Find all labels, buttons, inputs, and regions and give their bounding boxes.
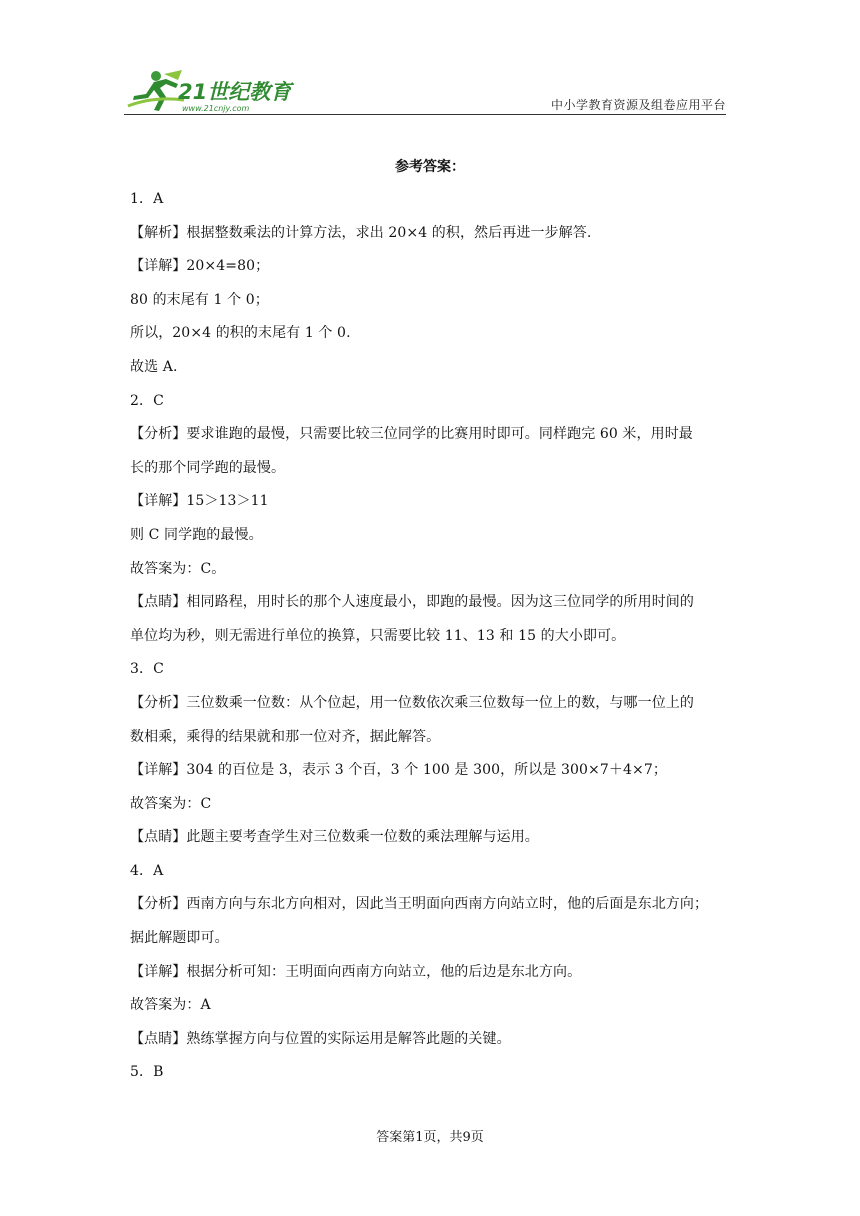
answer-line: 【点睛】此题主要考查学生对三位数乘一位数的乘法理解与运用。: [130, 829, 539, 846]
answer-line: 故答案为：A: [130, 997, 211, 1014]
answer-line: 【详解】20×4=80；: [130, 258, 270, 275]
answer-line: 【点睛】相同路程，用时长的那个人速度最小，即跑的最慢。因为这三位同学的所用时间的: [130, 594, 694, 611]
answer-line: 3．C: [130, 661, 164, 678]
svg-text:www.21cnjy.com: www.21cnjy.com: [182, 104, 250, 113]
answer-line: 数相乘，乘得的结果就和那一位对齐，据此解答。: [130, 728, 441, 745]
answer-line: 则 C 同学跑的最慢。: [130, 526, 263, 543]
answer-line: 2．C: [130, 392, 164, 409]
answer-line: 故选 A.: [130, 358, 178, 375]
page-footer: 答案第1页，共9页: [376, 1130, 484, 1145]
page-title: 参考答案：: [395, 159, 465, 175]
runner-icon: [128, 70, 184, 111]
svg-text:21世纪教育: 21世纪教育: [178, 80, 292, 104]
answer-line: 【解析】根据整数乘法的计算方法，求出 20×4 的积，然后再进一步解答.: [130, 224, 592, 241]
answer-content: [130, 183, 730, 1090]
answer-line: 【详解】304 的百位是 3，表示 3 个百，3 个 100 是 300，所以是 300×7＋4×7；: [130, 762, 667, 779]
answer-line: 5．B: [130, 1064, 164, 1081]
answer-line: 故答案为：C: [130, 795, 212, 812]
answer-line: 80 的末尾有 1 个 0；: [130, 291, 269, 308]
page-header: [124, 66, 726, 116]
platform-name: 中小学教育资源及组卷应用平台: [550, 98, 726, 112]
answer-line: 【详解】根据分析可知：王明面向西南方向站立，他的后边是东北方向。: [130, 963, 582, 980]
answer-line: 单位均为秒，则无需进行单位的换算，只需要比较 11、13 和 15 的大小即可。: [130, 627, 626, 644]
answer-line: 据此解题即可。: [130, 930, 229, 947]
logo-21cnjy: [124, 66, 324, 114]
answer-line: 【分析】要求谁跑的最慢，只需要比较三位同学的比赛用时即可。同样跑完 60 米，用时最: [130, 426, 693, 443]
answer-line: 故答案为：C。: [130, 560, 226, 577]
answer-line: 长的那个同学跑的最慢。: [130, 459, 286, 476]
answer-line: 【详解】15＞13＞11: [130, 493, 269, 510]
answer-line: 4．A: [130, 862, 164, 879]
answer-line: 所以，20×4 的积的末尾有 1 个 0.: [130, 325, 351, 342]
header-rule: [124, 114, 726, 115]
answer-line: 【分析】西南方向与东北方向相对，因此当王明面向西南方向站立时，他的后面是东北方向；: [130, 896, 709, 913]
answer-line: 【点睛】熟练掌握方向与位置的实际运用是解答此题的关键。: [130, 1030, 511, 1047]
answer-line: 【分析】三位数乘一位数：从个位起，用一位数依次乘三位数每一位上的数，与哪一位上的: [130, 694, 694, 711]
answer-line: 1．A: [130, 191, 164, 207]
